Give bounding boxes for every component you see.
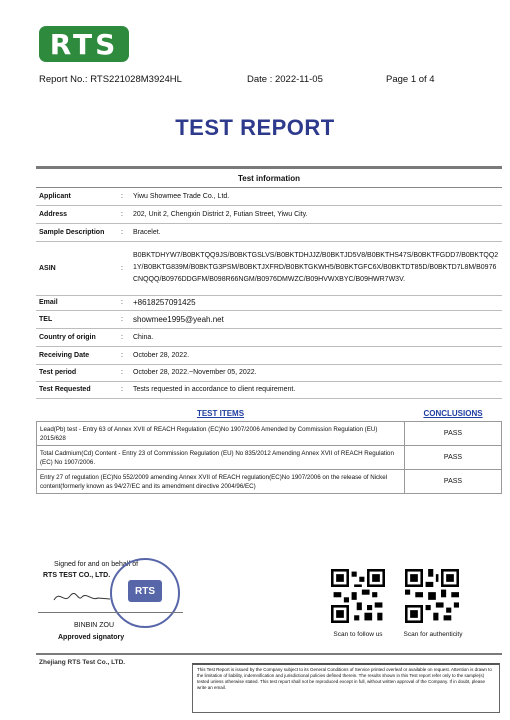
info-label: Test period: [36, 364, 114, 381]
signatory-name: BINBIN ZOU: [74, 622, 115, 629]
signing-company: RTS TEST CO., LTD.: [43, 572, 111, 579]
rts-logo: RTS: [39, 26, 129, 62]
footer-company-name: Zhejiang RTS Test Co., LTD.: [39, 659, 126, 666]
test-information-table: Test information Applicant : Yiwu Showmee Trade Co., Ltd. Address : 202, Unit 2, Chengxin District 2, Futian Street, Yiwu City. Sample Description : Bracelet. ASIN : B0BKTDHYW7/B0BKTQQ9JS/B0BKTGSLVS/B0BKTDHJJZ/B0BKTJD5V8/B0BKTHS47S/B0BKTFGDD7/B0BKTQQ21Y/B0BKTG839M/B0BKTG3PSM/B0BKTJXFRD/B0BKTGKWH5/B0BKTGFC6X/B0BKTDT85D/B0BKTD7L8M/B0976CNQQQ/B0976DDGFM/B098R66NGM/B0976DMWZC/B09HVWXBYC/B09HWR7W3V. Email : +8618257091425 TEL : showmee1995@yeah.net Country of origin : China. Receiving Date : October 28, 2022. Test period : October 28, 2022.~November 05, 2022. Test Requested : Tests requested in accordance to client requirement.: [36, 171, 502, 399]
info-value: Yiwu Showmee Trade Co., Ltd.: [130, 187, 502, 205]
info-label: TEL: [36, 310, 114, 328]
info-label: Applicant: [36, 187, 114, 205]
info-heading: Test information: [36, 171, 502, 187]
info-label: Sample Description: [36, 223, 114, 241]
info-value: China.: [130, 328, 502, 346]
info-value: 202, Unit 2, Chengxin District 2, Futian Street, Yiwu City.: [130, 205, 502, 223]
test-result: PASS: [405, 422, 502, 446]
report-number: Report No.: RTS221028M3924HL: [39, 74, 182, 85]
signature-icon: [52, 588, 112, 606]
test-result: PASS: [405, 446, 502, 470]
test-result: PASS: [405, 470, 502, 494]
qr-authenticity-label: Scan for authenticity: [403, 631, 463, 638]
signed-line: Signed for and on behalf of: [54, 561, 139, 568]
conclusions-header: CONCLUSIONS: [423, 408, 483, 418]
signature-line: [38, 612, 183, 613]
info-value: Tests requested in accordance to client requirement.: [130, 381, 502, 398]
divider: [36, 166, 502, 169]
info-value: Bracelet.: [130, 223, 502, 241]
test-item: Total Cadmium(Cd) Content - Entry 23 of Commission Regulation (EU) No 835/2012 Amending Annex XVII of REACH Regulation (EC) No 1907/2006.: [37, 446, 405, 470]
info-value: +8618257091425: [130, 295, 502, 310]
page-title: TEST REPORT: [175, 115, 335, 140]
info-label: Email: [36, 295, 114, 310]
info-label: ASIN: [36, 241, 114, 295]
footer-disclaimer: This Test Report is issued by the Company subject to its General Conditions of Service printed overleaf or available on request. Attention is drawn to the limitation of liability, indemnification and jurisdictional policies defined therein. The results shown in this Test report refer only to the sample(s) tested unless otherwise stated. This test report shall not be reproduced except in full, without written approval of the Company. If in doubt, please write an email.: [192, 663, 500, 713]
seal-label: RTS: [128, 580, 162, 602]
footer-company: [39, 659, 125, 667]
test-item: Lead(Pb) test - Entry 63 of Annex XVII of REACH Regulation (EC)No 1907/2006 Amended by Commission Regulation (EU) 2015/628: [37, 422, 405, 446]
info-value: October 28, 2022.~November 05, 2022.: [130, 364, 502, 381]
qr-follow-label: Scan to follow us: [333, 631, 383, 638]
info-value: October 28, 2022.: [130, 346, 502, 364]
signatory-role: Approved signatory: [58, 634, 125, 641]
test-items-header: TEST ITEMS: [196, 408, 245, 418]
qr-authenticity-icon[interactable]: [405, 569, 459, 623]
info-label: Address: [36, 205, 114, 223]
company-seal-icon: [110, 558, 180, 628]
info-label: Country of origin: [36, 328, 114, 346]
footer-divider: [36, 653, 502, 655]
page-number: Page 1 of 4: [386, 74, 435, 85]
report-date: Date : 2022-11-05: [247, 74, 323, 85]
qr-follow-icon[interactable]: [331, 569, 385, 623]
asin-list: B0BKTDHYW7/B0BKTQQ9JS/B0BKTGSLVS/B0BKTDHJJZ/B0BKTJD5V8/B0BKTHS47S/B0BKTFGDD7/B0BKTQQ21Y/B0BKTG839M/B0BKTG3PSM/B0BKTJXFRD/B0BKTGKWH5/B0BKTGFC6X/B0BKTDT85D/B0BKTD7L8M/B0976CNQQQ/B0976DDGFM/B098R66NGM/B0976DMWZC/B09HVWXBYC/B09HWR7W3V.: [130, 241, 502, 295]
info-value: showmee1995@yeah.net: [130, 310, 502, 328]
info-label: Receiving Date: [36, 346, 114, 364]
test-items-table: [36, 405, 502, 494]
test-item: Entry 27 of regulation (EC)No 552/2009 amending Annex XVII of REACH regulation(EC)No 1907/2006 on the release of Nickel content(formerly known as 94/27/EC and its amendment directive 2004/96/EC): [37, 470, 405, 494]
info-label: Test Requested: [36, 381, 114, 398]
